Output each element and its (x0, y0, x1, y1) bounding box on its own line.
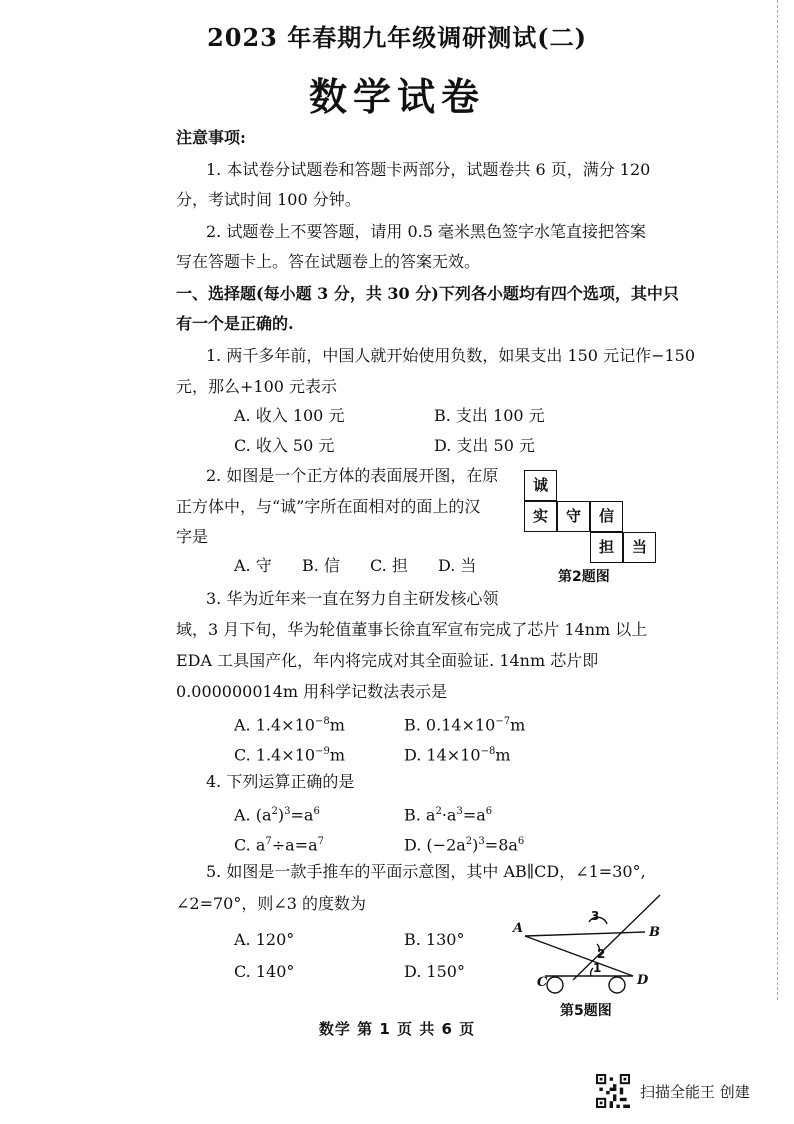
net-cell-cheng: 诚 (524, 470, 557, 501)
binding-margin (777, 0, 786, 1000)
page-footer: 数学 第 1 页 共 6 页 (318, 1020, 476, 1038)
note-1-line-2: 分，考试时间 100 分钟。 (176, 190, 361, 209)
q5-option-a: A. 120° (234, 930, 295, 949)
net-cell-shou: 守 (557, 501, 590, 532)
note-1-line-1: 1. 本试卷分试题卷和答题卡两部分，试题卷共 6 页，满分 120 (206, 160, 651, 179)
exam-title: 2023 年春期九年级调研测试(二) (207, 23, 587, 52)
line-ab (525, 932, 645, 936)
q4-option-d: D. $(-2a^2)^3=8a^6$ (404, 835, 525, 855)
q3-option-d: D. $14\times 10^{-8}m$ (404, 745, 511, 765)
q5-option-c: C. 140° (234, 962, 295, 981)
q3-stem-line-3: EDA 工具国产化，年内将完成对其全面验证. 14nm 芯片即 (176, 651, 599, 670)
q4-option-a: A. $(a^2)^3=a^6$ (234, 805, 320, 825)
q2-stem-line-2: 正方体中，与“诚”字所在面相对的面上的汉 (176, 497, 481, 516)
cart-figure (505, 890, 675, 1000)
q1-option-b: B. 支出 100 元 (434, 406, 545, 425)
q2-option-a: A. 守 (234, 556, 272, 575)
label-angle-2: 2 (597, 947, 606, 961)
q5-stem-line-1: 5. 如图是一款手推车的平面示意图，其中 AB∥CD，∠1=30°, (206, 862, 646, 881)
label-d: D (637, 973, 649, 988)
q1-stem-line-1: 1. 两千多年前，中国人就开始使用负数，如果支出 150 元记作−150 (206, 346, 696, 365)
scanner-watermark: 扫描全能王 创建 (640, 1083, 750, 1101)
q1-option-d: D. 支出 50 元 (434, 436, 535, 455)
notes-heading: 注意事项: (176, 128, 246, 147)
q3-stem-line-4: 0.000000014m 用科学记数法表示是 (176, 682, 448, 701)
net-cell-shi: 实 (524, 501, 557, 532)
q1-option-c: C. 收入 50 元 (234, 436, 335, 455)
q2-stem-line-1: 2. 如图是一个正方体的表面展开图，在原 (206, 466, 499, 485)
handle-line (573, 895, 660, 980)
q3-stem-line-2: 域，3 月下旬，华为轮值董事长徐直军宣布完成了芯片 14nm 以上 (176, 620, 648, 639)
q2-option-b: B. 信 (302, 556, 340, 575)
q3-stem-line-1: 3. 华为近年来一直在努力自主研发核心领 (206, 589, 499, 608)
q5-option-b: B. 130° (404, 930, 465, 949)
q5-option-d: D. 150° (404, 962, 465, 981)
strut-line (525, 936, 633, 976)
wheel-left (547, 977, 563, 993)
q4-option-b: B. $a^2\cdot a^3=a^6$ (404, 805, 493, 825)
wheel-right (609, 977, 625, 993)
q3-option-c: C. $1.4\times 10^{-9}m$ (234, 745, 345, 765)
q4-stem: 4. 下列运算正确的是 (206, 772, 355, 791)
q1-stem-line-2: 元，那么+100 元表示 (176, 377, 338, 396)
section-1-heading: 一、选择题(每小题 3 分，共 30 分)下列各小题均有四个选项，其中只 (176, 284, 679, 303)
q2-stem-line-3: 字是 (176, 527, 209, 546)
q3-option-a: A. $1.4\times 10^{-8}m$ (234, 715, 345, 735)
label-b: B (649, 925, 660, 940)
q4-option-c: C. $a^7\div a=a^7$ (234, 835, 325, 855)
q5-stem-line-2: ∠2=70°，则∠3 的度数为 (176, 894, 367, 913)
qr-code-icon (596, 1074, 630, 1108)
label-angle-3: 3 (591, 909, 600, 923)
label-c: C (537, 975, 548, 990)
subject-title: 数学试卷 (308, 74, 485, 119)
label-a: A (513, 921, 524, 936)
net-cell-xin: 信 (590, 501, 623, 532)
q2-figure-caption: 第2题图 (558, 569, 610, 585)
q1-option-a: A. 收入 100 元 (234, 406, 345, 425)
q2-option-d: D. 当 (438, 556, 477, 575)
cube-net-figure (522, 470, 662, 570)
net-cell-dan: 担 (590, 532, 623, 563)
q5-figure-caption: 第5题图 (560, 1003, 612, 1019)
note-2-line-2: 写在答题卡上。答在试题卷上的答案无效。 (176, 252, 481, 271)
q3-option-b: B. $0.14\times 10^{-7}m$ (404, 715, 526, 735)
q2-option-c: C. 担 (370, 556, 408, 575)
section-1-heading-cont: 有一个是正确的. (176, 314, 294, 333)
net-cell-dang: 当 (623, 532, 656, 563)
label-angle-1: 1 (593, 961, 602, 975)
note-2-line-1: 2. 试题卷上不要答题，请用 0.5 毫米黑色签字水笔直接把答案 (206, 222, 646, 241)
